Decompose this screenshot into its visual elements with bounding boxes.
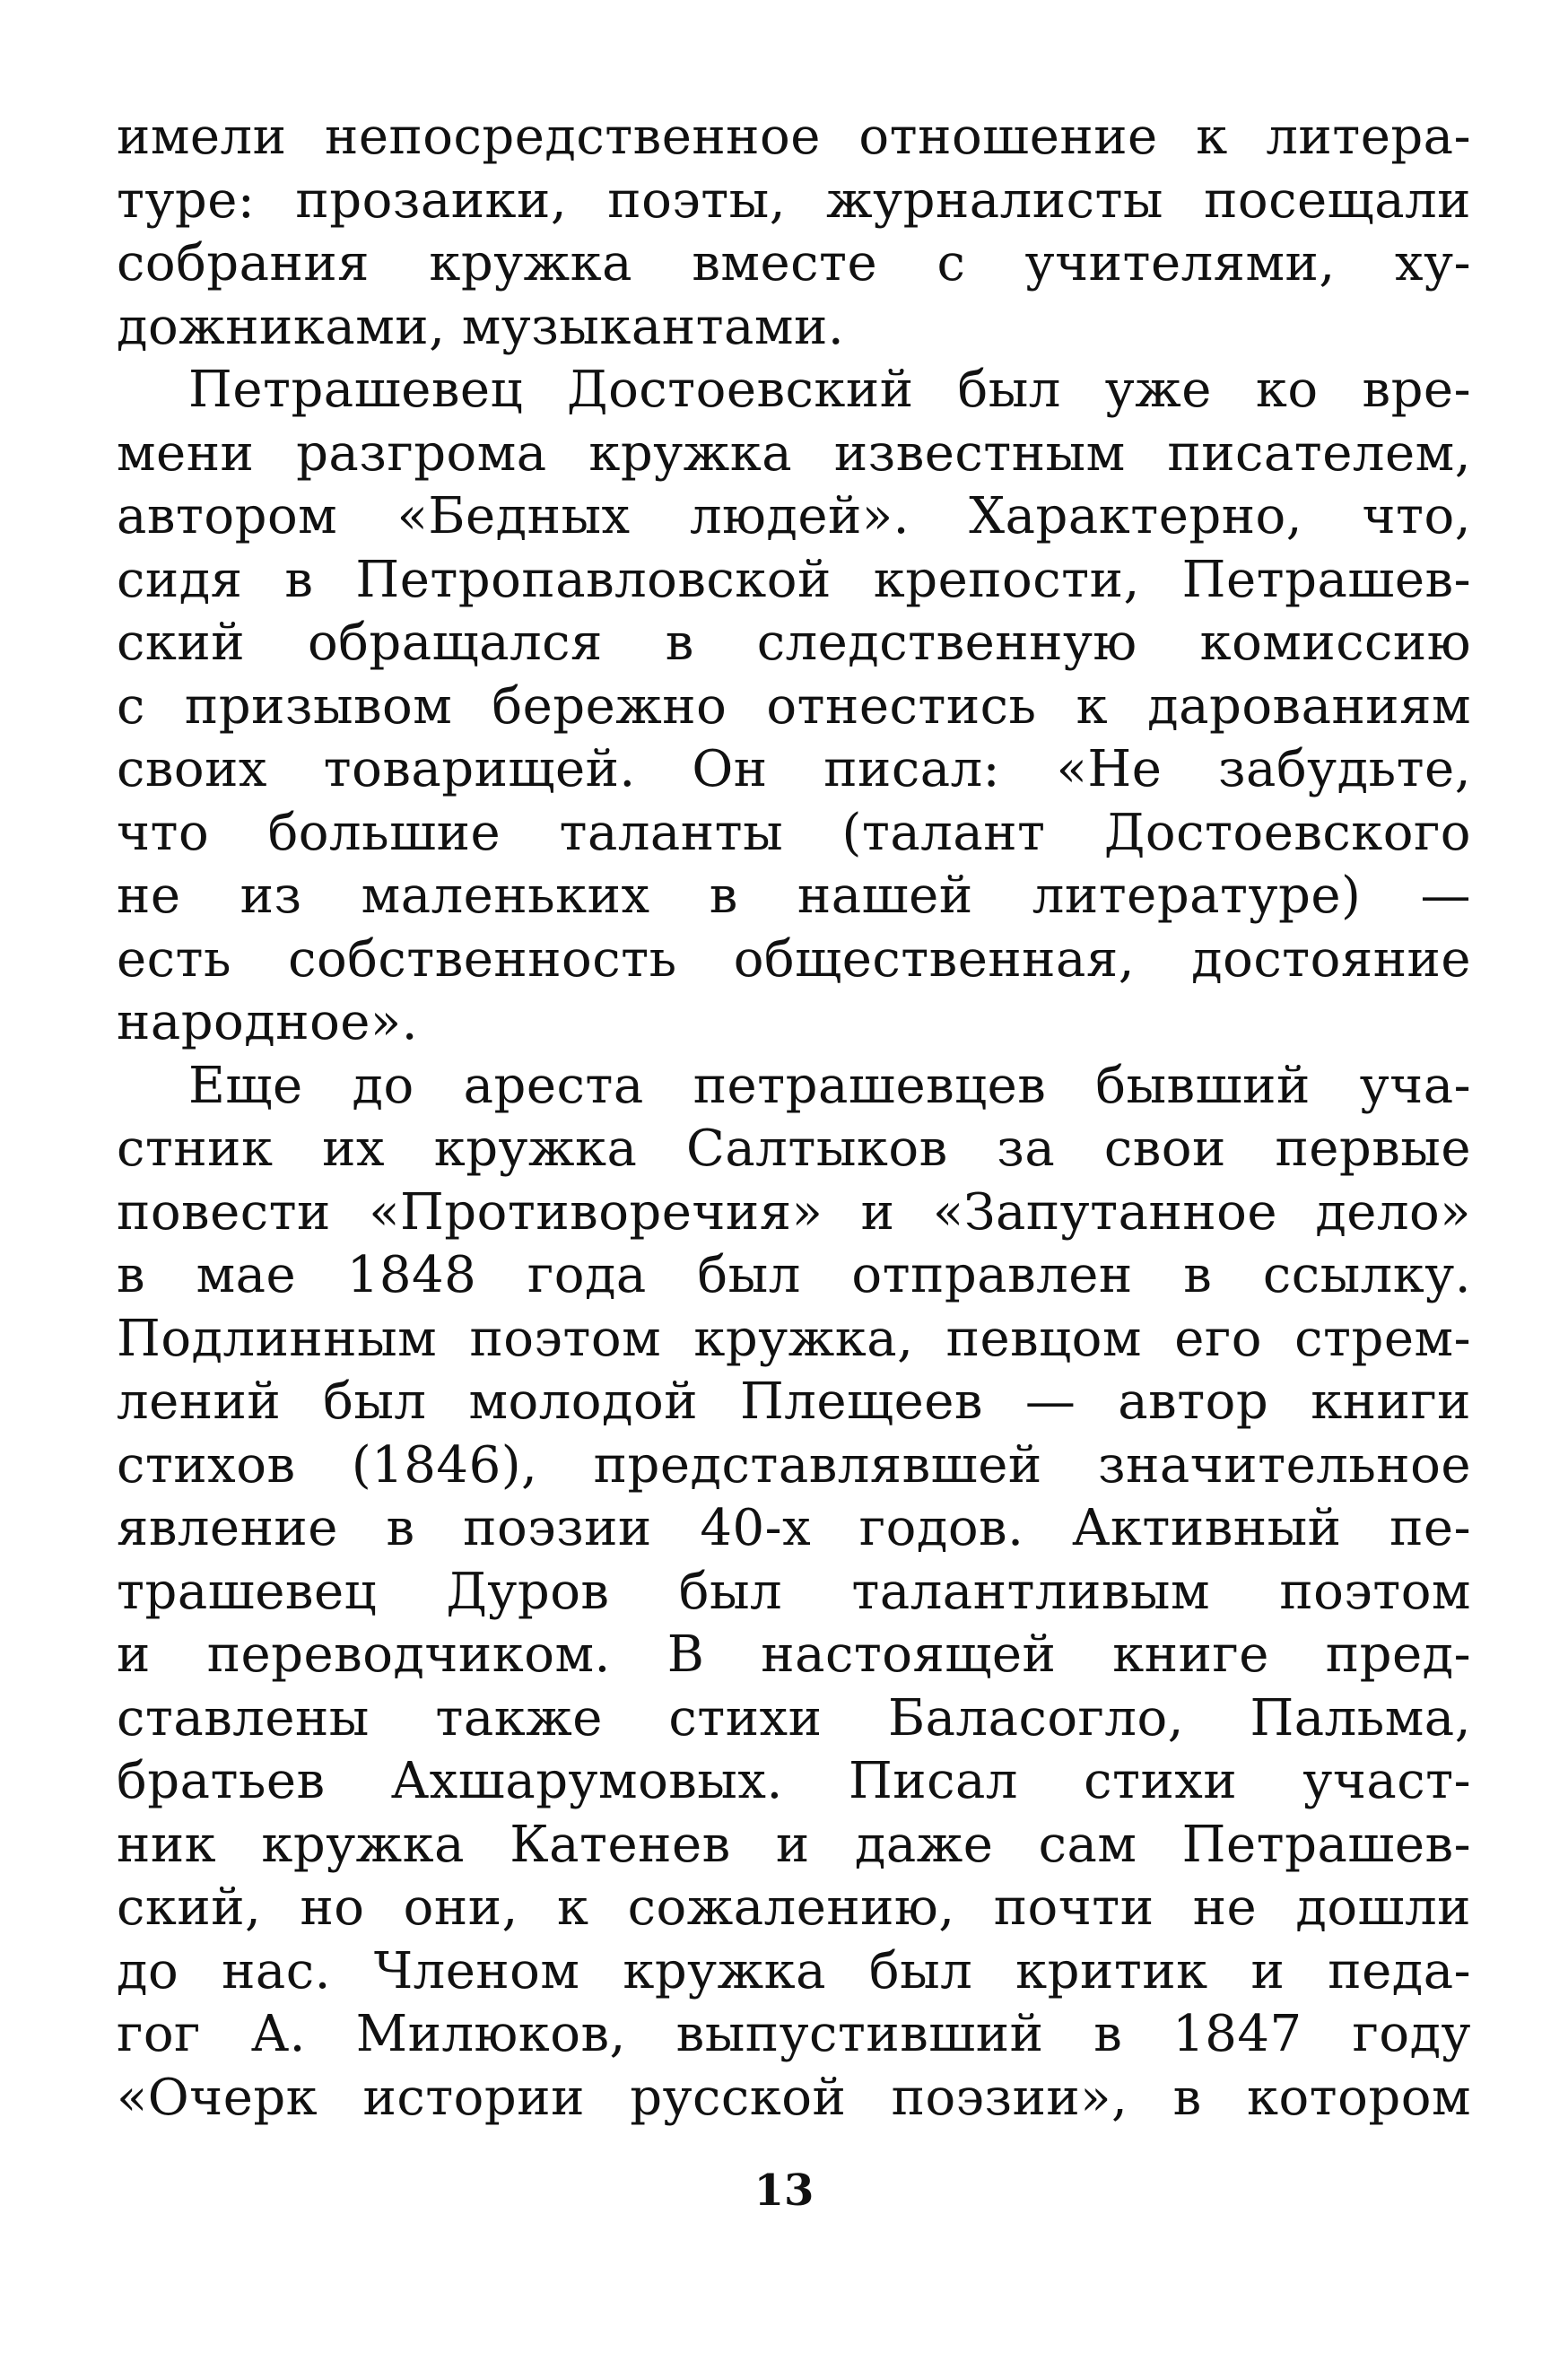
text-line: стник их кружка Салтыков за свои первые	[117, 1120, 1471, 1178]
text-line: повести «Противоречия» и «Запутанное дело»	[117, 1182, 1471, 1242]
text-line: Подлинным поэтом кружка, певцом его стрем-	[117, 1309, 1471, 1368]
text-line: автором «Бедных людей». Характерно, что,	[117, 487, 1471, 545]
text-line: «Очерк истории русской поэзии», в котором	[117, 2068, 1471, 2127]
text-line: лений был молодой Плещеев — автор книги	[117, 1372, 1471, 1431]
text-line: ский, но они, к сожалению, почти не дошли	[117, 1878, 1471, 1937]
text-line: явление в поэзии 40-х годов. Активный пе-	[117, 1499, 1471, 1557]
text-line: гог А. Милюков, выпустивший в 1847 году	[117, 2005, 1471, 2063]
page-number: 13	[754, 2166, 814, 2216]
text-line: туре: прозаики, поэты, журналисты посещали	[117, 170, 1471, 230]
text-line: своих товарищей. Он писал: «Не забудьте,	[117, 740, 1471, 798]
text-line: ский обращался в следственную комиссию	[117, 614, 1471, 672]
text-line: дожниками, музыкантами.	[117, 297, 845, 356]
text-line: что большие таланты (талант Достоевского	[117, 803, 1471, 862]
text-line: Петрашевец Достоевский был уже ко вре-	[188, 361, 1471, 419]
text-line: стихов (1846), представлявшей значительное	[117, 1435, 1471, 1494]
text-line: имели непосредственное отношение к литера-	[117, 108, 1471, 166]
text-line: и переводчиком. В настоящей книге пред-	[117, 1625, 1471, 1684]
text-line: не из маленьких в нашей литературе) —	[117, 867, 1471, 925]
text-line: сидя в Петропавловской крепости, Петрашев-	[117, 550, 1471, 609]
text-line: до нас. Членом кружка был критик и педа-	[117, 1941, 1471, 2000]
text-line: собрания кружка вместе с учителями, ху-	[117, 234, 1471, 292]
text-line: братьев Ахшарумовых. Писал стихи участ-	[117, 1752, 1471, 1810]
text-line: трашевец Дуров был талантливым поэтом	[117, 1562, 1471, 1621]
text-line: народное».	[117, 993, 418, 1051]
text-line: есть собственность общественная, достояние	[117, 929, 1471, 989]
text-line: Еще до ареста петрашевцев бывший уча-	[188, 1056, 1471, 1115]
text-line: в мае 1848 года был отправлен в ссылку.	[117, 1246, 1471, 1304]
text-line: ник кружка Катенев и даже сам Петрашев-	[117, 1815, 1471, 1874]
text-line: с призывом бережно отнестись к дарованиям	[117, 676, 1471, 736]
text-line: мени разгрома кружка известным писателем,	[117, 423, 1471, 483]
text-line: ставлены также стихи Баласогло, Пальма,	[117, 1688, 1471, 1747]
body-text	[117, 106, 1471, 2130]
